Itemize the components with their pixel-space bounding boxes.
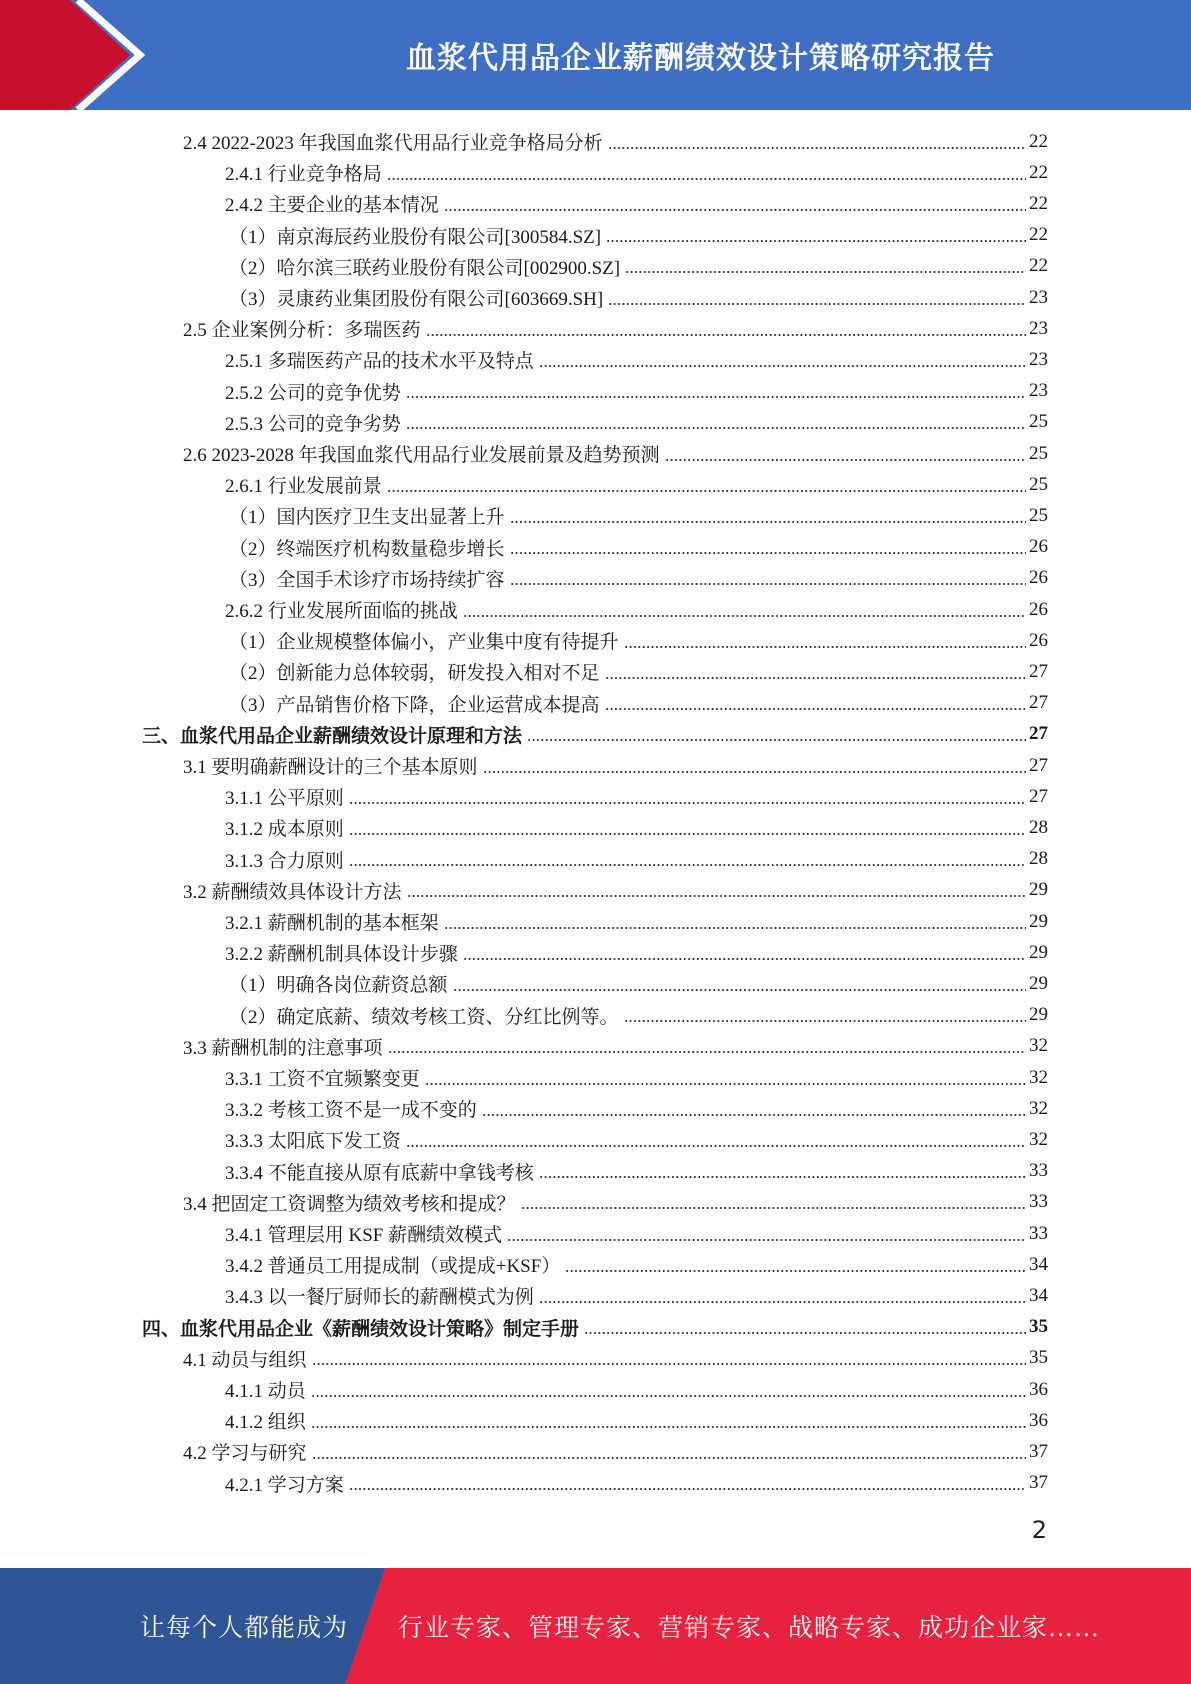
- toc-entry-label: 3.2.2 薪酬机制具体设计步骤: [225, 944, 458, 966]
- toc-entry-label: 2.6.1 行业发展前景: [225, 476, 382, 498]
- toc-entry[interactable]: [142, 1312, 1048, 1343]
- toc-entry-label: （3）全国手术诊疗市场持续扩容: [229, 569, 505, 591]
- toc-entry[interactable]: [225, 1468, 1048, 1499]
- toc-entry-page: 28: [1029, 816, 1048, 838]
- toc-entry[interactable]: [225, 1374, 1048, 1405]
- toc-entry[interactable]: [229, 563, 1048, 594]
- toc-entry-label: 3.4.2 普通员工用提成制（或提成+KSF）: [225, 1256, 561, 1278]
- toc-entry-page: 22: [1029, 161, 1048, 183]
- toc-dot-leader: [605, 677, 1026, 679]
- toc-entry-label: （2）终端医疗机构数量稳步增长: [229, 538, 505, 560]
- toc-entry[interactable]: [183, 875, 1048, 906]
- toc-dot-leader: [312, 1457, 1026, 1459]
- toc-entry-page: 22: [1029, 192, 1048, 214]
- toc-dot-leader: [387, 178, 1026, 180]
- toc-entry-page: 29: [1029, 1004, 1048, 1026]
- toc-dot-leader: [510, 583, 1026, 585]
- toc-entry-page: 32: [1029, 1066, 1048, 1088]
- toc-dot-leader: [539, 365, 1026, 367]
- toc-entry-page: 34: [1029, 1253, 1048, 1275]
- toc-entry-page: 27: [1029, 692, 1048, 714]
- toc-entry-page: 28: [1029, 848, 1048, 870]
- toc-entry-page: 25: [1029, 504, 1048, 526]
- toc-entry-page: 22: [1029, 224, 1048, 246]
- toc-entry[interactable]: [183, 126, 1048, 157]
- toc-entry[interactable]: [225, 157, 1048, 188]
- toc-dot-leader: [608, 303, 1026, 305]
- toc-dot-leader: [527, 739, 1026, 741]
- toc-entry-page: 25: [1029, 411, 1048, 433]
- toc-entry-page: 34: [1029, 1284, 1048, 1306]
- toc-entry-label: 2.4.2 主要企业的基本情况: [225, 195, 439, 217]
- toc-dot-leader: [507, 1239, 1026, 1241]
- toc-entry-label: （1）企业规模整体偏小，产业集中度有待提升: [229, 632, 619, 654]
- toc-dot-leader: [510, 521, 1026, 523]
- toc-entry-label: 3.3.2 考核工资不是一成不变的: [225, 1100, 477, 1122]
- toc-entry-page: 26: [1029, 536, 1048, 558]
- toc-entry-page: 26: [1029, 598, 1048, 620]
- toc-entry-page: 23: [1029, 317, 1048, 339]
- toc-entry[interactable]: [183, 1343, 1048, 1374]
- toc-entry-page: 36: [1029, 1378, 1048, 1400]
- toc-entry-label: （3）产品销售价格下降，企业运营成本提高: [229, 694, 600, 716]
- toc-dot-leader: [312, 1363, 1026, 1365]
- toc-entry[interactable]: [229, 625, 1048, 656]
- toc-dot-leader: [444, 927, 1026, 929]
- toc-entry[interactable]: [225, 1093, 1048, 1124]
- toc-entry-page: 29: [1029, 910, 1048, 932]
- toc-entry-label: 4.2.1 学习方案: [225, 1474, 344, 1496]
- toc-entry[interactable]: [225, 1156, 1048, 1187]
- toc-dot-leader: [521, 1207, 1026, 1209]
- toc-dot-leader: [463, 615, 1026, 617]
- toc-entry-page: 33: [1029, 1222, 1048, 1244]
- toc-entry-page: 27: [1029, 785, 1048, 807]
- toc-entry[interactable]: [183, 1436, 1048, 1467]
- toc-entry-page: 22: [1029, 130, 1048, 152]
- toc-entry-label: 3.3 薪酬机制的注意事项: [183, 1037, 383, 1059]
- toc-entry[interactable]: [229, 220, 1048, 251]
- toc-entry-label: （1）明确各岗位薪资总额: [229, 975, 448, 997]
- toc-dot-leader: [584, 1332, 1026, 1334]
- page-number: 2: [1031, 1516, 1047, 1544]
- toc-entry-label: 3.4.1 管理层用 KSF 薪酬绩效模式: [225, 1225, 503, 1246]
- toc-entry-page: 22: [1029, 255, 1048, 277]
- toc-entry-label: 3.2.1 薪酬机制的基本框架: [225, 913, 439, 934]
- toc-entry-label: 3.2 薪酬绩效具体设计方法: [183, 881, 402, 903]
- toc-entry-label: 4.2 学习与研究: [183, 1443, 307, 1465]
- toc-entry-page: 23: [1029, 286, 1048, 308]
- toc-dot-leader: [349, 802, 1026, 804]
- toc-entry[interactable]: [229, 688, 1048, 719]
- toc-entry-page: 37: [1029, 1472, 1048, 1494]
- toc-dot-leader: [539, 1301, 1026, 1303]
- toc-dot-leader: [349, 833, 1026, 835]
- toc-entry-label: 3.4 把固定工资调整为绩效考核和提成？: [183, 1193, 516, 1215]
- toc-entry[interactable]: [225, 469, 1048, 500]
- toc-entry-label: 4.1 动员与组织: [183, 1349, 307, 1371]
- toc-entry-page: 27: [1029, 723, 1048, 745]
- toc-entry[interactable]: [229, 968, 1048, 999]
- toc-entry[interactable]: [225, 594, 1048, 625]
- toc-entry-page: 26: [1029, 567, 1048, 589]
- toc-entry-page: 27: [1029, 754, 1048, 776]
- toc-entry[interactable]: [183, 750, 1048, 781]
- toc-entry-page: 29: [1029, 972, 1048, 994]
- toc-dot-leader: [510, 552, 1026, 554]
- toc-entry-page: 33: [1029, 1191, 1048, 1213]
- page-footer: [0, 1568, 1191, 1684]
- toc-dot-leader: [625, 271, 1026, 273]
- toc-dot-leader: [483, 771, 1026, 773]
- toc-dot-leader: [539, 1176, 1026, 1178]
- toc-entry-page: 29: [1029, 941, 1048, 963]
- toc-entry-page: 23: [1029, 348, 1048, 370]
- toc-dot-leader: [406, 396, 1026, 398]
- toc-entry-label: （1）国内医疗卫生支出显著上升: [229, 507, 505, 529]
- toc-entry[interactable]: [225, 1062, 1048, 1093]
- toc-entry-page: 37: [1029, 1440, 1048, 1462]
- toc-entry[interactable]: [183, 313, 1048, 344]
- toc-dot-leader: [407, 895, 1026, 897]
- footer-slogan-right: 行业专家、管理专家、营销专家、战略专家、成功企业家……: [398, 1615, 1101, 1642]
- toc-entry-label: 4.1.2 组织: [225, 1412, 306, 1434]
- toc-entry-label: （1）南京海辰药业股份有限公司[300584.SZ]: [229, 226, 602, 248]
- toc-entry-label: （2）哈尔滨三联药业股份有限公司[002900.SZ]: [229, 257, 621, 279]
- toc-entry-page: 29: [1029, 879, 1048, 901]
- toc-entry-label: 2.5.2 公司的竞争优势: [225, 382, 401, 404]
- page-header: [0, 0, 1191, 110]
- toc-entry-label: 四、血浆代用品企业《薪酬绩效设计策略》制定手册: [142, 1318, 580, 1340]
- toc-dot-leader: [426, 334, 1026, 336]
- toc-dot-leader: [387, 490, 1026, 492]
- toc-entry[interactable]: [225, 188, 1048, 219]
- footer-slogan-left: 让每个人都能成为: [140, 1615, 349, 1642]
- toc-entry[interactable]: [225, 344, 1048, 375]
- toc-entry[interactable]: [183, 438, 1048, 469]
- toc-entry-page: 36: [1029, 1409, 1048, 1431]
- toc-dot-leader: [406, 1145, 1026, 1147]
- toc-dot-leader: [388, 1051, 1026, 1053]
- report-title: 血浆代用品企业薪酬绩效设计策略研究报告: [406, 41, 995, 76]
- toc-dot-leader: [453, 989, 1026, 991]
- toc-entry-label: （2）确定底薪、绩效考核工资、分红比例等。: [229, 1006, 619, 1028]
- toc-entry-label: 3.1.3 合力原则: [225, 850, 344, 872]
- toc-entry-label: 3.1.2 成本原则: [225, 819, 344, 841]
- toc-entry[interactable]: [225, 812, 1048, 843]
- toc-dot-leader: [624, 646, 1026, 648]
- toc-dot-leader: [311, 1426, 1026, 1428]
- toc-dot-leader: [444, 209, 1026, 211]
- toc-entry[interactable]: [225, 906, 1048, 937]
- toc-dot-leader: [608, 147, 1026, 149]
- toc-entry-page: 35: [1029, 1347, 1048, 1369]
- toc-entry-page: 33: [1029, 1160, 1048, 1182]
- toc-entry[interactable]: [183, 1187, 1048, 1218]
- toc-entry-label: 3.4.3 以一餐厅厨师长的薪酬模式为例: [225, 1287, 534, 1309]
- toc-dot-leader: [463, 958, 1026, 960]
- toc-dot-leader: [565, 1270, 1026, 1272]
- toc-entry-page: 32: [1029, 1097, 1048, 1119]
- toc-entry-page: 25: [1029, 473, 1048, 495]
- toc-entry-label: 4.1.1 动员: [225, 1381, 306, 1402]
- toc-entry[interactable]: [225, 1124, 1048, 1155]
- toc-entry[interactable]: [225, 937, 1048, 968]
- toc-entry[interactable]: [229, 1000, 1048, 1031]
- toc-entry[interactable]: [225, 1249, 1048, 1280]
- toc-entry-label: 2.5.1 多瑞医药产品的技术水平及特点: [225, 351, 534, 373]
- toc-entry-label: 2.6.2 行业发展所面临的挑战: [225, 601, 458, 622]
- toc-entry[interactable]: [225, 1405, 1048, 1436]
- toc-entry[interactable]: [225, 1218, 1048, 1249]
- toc-dot-leader: [624, 1020, 1026, 1022]
- toc-entry-label: 2.4.1 行业竞争格局: [225, 164, 382, 186]
- toc-entry[interactable]: [229, 500, 1048, 531]
- toc-dot-leader: [349, 1488, 1026, 1490]
- toc-entry[interactable]: [225, 1280, 1048, 1311]
- toc-entry-label: （3）灵康药业集团股份有限公司[603669.SH]: [229, 289, 604, 310]
- toc-dot-leader: [605, 708, 1026, 710]
- toc-entry-label: 3.3.1 工资不宜频繁变更: [225, 1069, 420, 1090]
- toc-entry-label: 2.4 2022-2023 年我国血浆代用品行业竞争格局分析: [183, 133, 603, 154]
- toc-entry-label: 2.5.3 公司的竞争劣势: [225, 413, 401, 435]
- toc-entry-page: 27: [1029, 660, 1048, 682]
- toc-entry[interactable]: [183, 1031, 1048, 1062]
- toc-entry[interactable]: [225, 376, 1048, 407]
- toc-entry[interactable]: [225, 781, 1048, 812]
- toc-entry-label: 3.1.1 公平原则: [225, 788, 344, 810]
- toc-entry-page: 26: [1029, 629, 1048, 651]
- toc-entry[interactable]: [229, 282, 1048, 313]
- toc-entry-page: 23: [1029, 380, 1048, 402]
- toc-entry[interactable]: [225, 844, 1048, 875]
- toc-entry[interactable]: [229, 251, 1048, 282]
- toc-entry[interactable]: [225, 407, 1048, 438]
- toc-dot-leader: [406, 427, 1026, 429]
- toc-entry[interactable]: [142, 719, 1048, 750]
- toc-entry-label: 3.1 要明确薪酬设计的三个基本原则: [183, 757, 478, 778]
- toc-entry-label: 2.6 2023-2028 年我国血浆代用品行业发展前景及趋势预测: [183, 445, 660, 466]
- toc-dot-leader: [482, 1114, 1026, 1116]
- toc-dot-leader: [665, 459, 1026, 461]
- toc-dot-leader: [311, 1395, 1026, 1397]
- toc-entry[interactable]: [229, 532, 1048, 563]
- toc-entry-page: 32: [1029, 1128, 1048, 1150]
- toc-entry-label: 3.3.3 太阳底下发工资: [225, 1131, 401, 1153]
- toc-dot-leader: [425, 1083, 1026, 1085]
- toc-entry-label: （2）创新能力总体较弱，研发投入相对不足: [229, 663, 600, 685]
- toc-entry-page: 32: [1029, 1035, 1048, 1057]
- toc-entry-label: 2.5 企业案例分析：多瑞医药: [183, 320, 421, 342]
- toc-entry-page: 25: [1029, 442, 1048, 464]
- toc-dot-leader: [606, 240, 1026, 242]
- toc-entry[interactable]: [229, 656, 1048, 687]
- toc-entry-page: 35: [1029, 1316, 1048, 1338]
- toc-entry-label: 3.3.4 不能直接从原有底薪中拿钱考核: [225, 1162, 534, 1184]
- toc-entry-label: 三、血浆代用品企业薪酬绩效设计原理和方法: [142, 725, 523, 747]
- toc-dot-leader: [349, 864, 1026, 866]
